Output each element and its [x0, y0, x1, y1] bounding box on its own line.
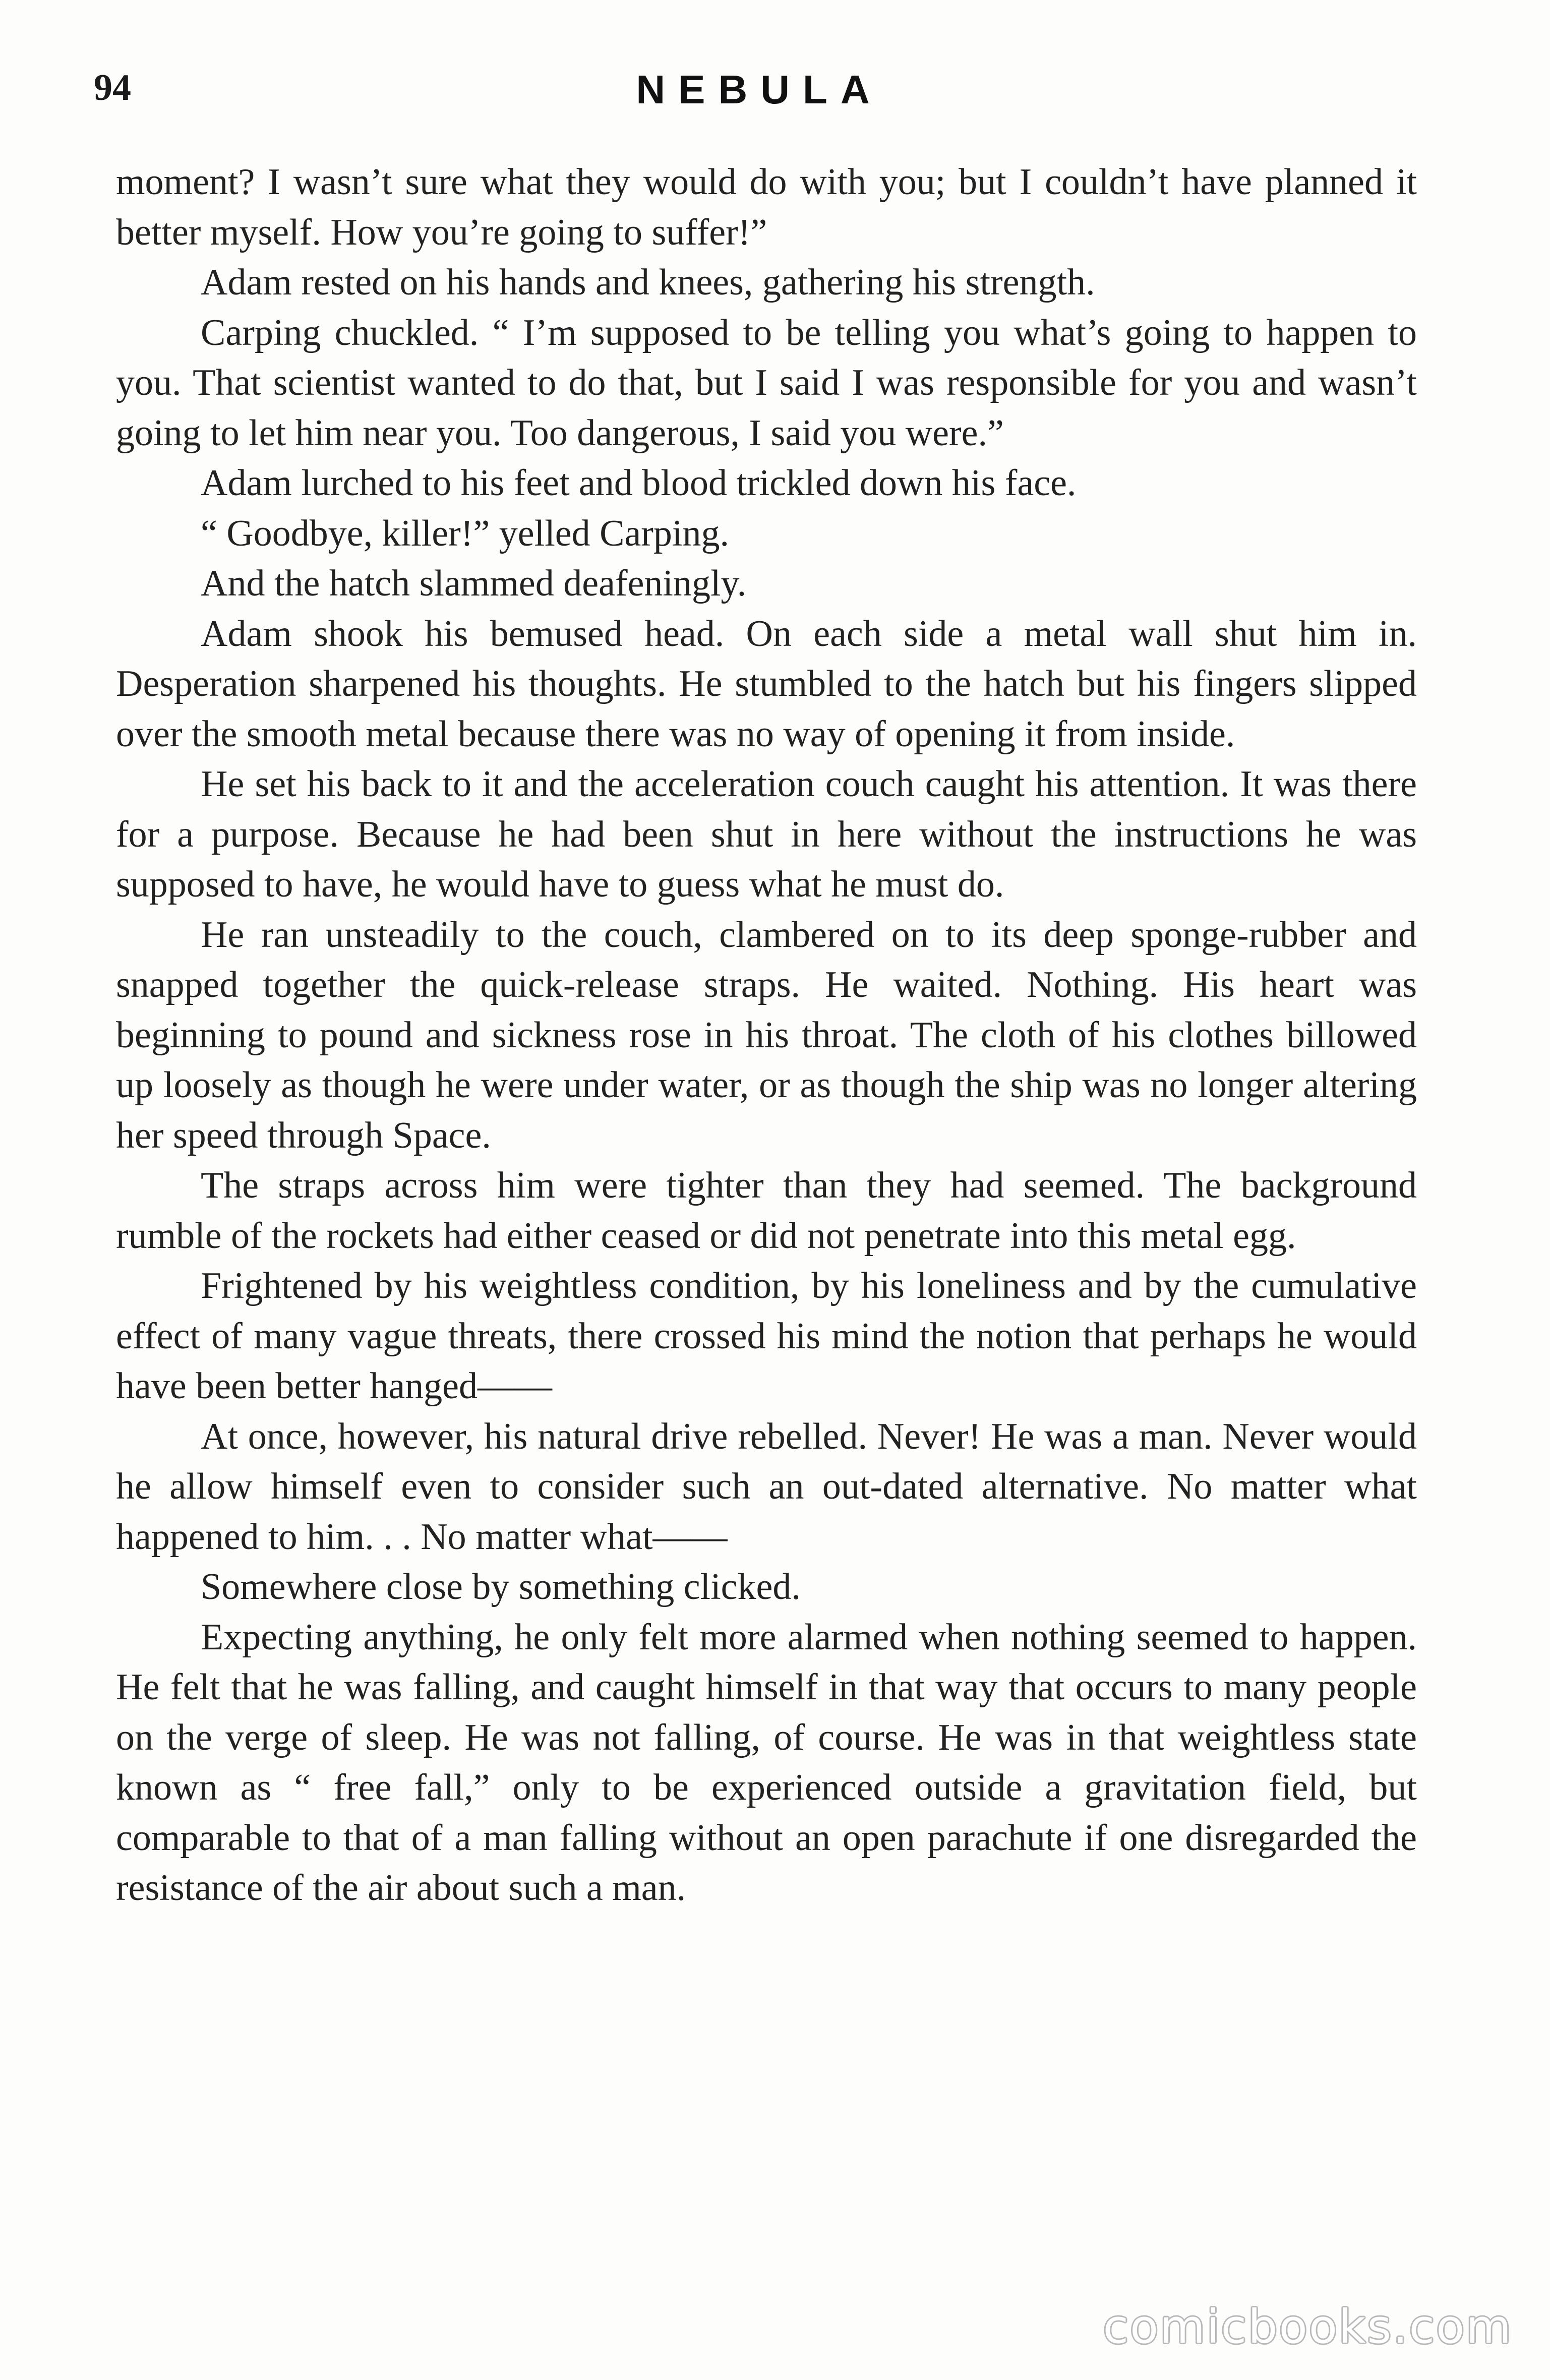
paragraph: The straps across him were tighter than they had seemed. The background rumble of the rockets had either ceased or did not penetrate into this metal egg. [116, 1165, 1417, 1257]
paragraph: Adam rested on his hands and knees, gathering his strength. [201, 262, 1095, 303]
paragraph: At once, however, his natural drive rebelled. Never! He was a man. Never would he allow himself even to consider such an out-dated alternative. No matter what happened to him. . . No matter what—— [116, 1415, 1417, 1558]
paragraph: And the hatch slammed deafeningly. [201, 563, 747, 604]
paragraph: Adam shook his bemused head. On each side a metal wall shut him in. Desperation sharpened his thoughts. He stumbled to the hatch but his fingers slipped over the smooth metal because there was no way of opening it from inside. [116, 613, 1417, 755]
page-header [94, 67, 1425, 122]
paragraph: He ran unsteadily to the couch, clambered on to its deep sponge-rubber and snapped together the quick-release straps. He waited. Nothing. His heart was beginning to pound and sickness rose in his throat. The cloth of his clothes billowed up loosely as though he were under water, or as though the ship was no longer altering her speed through Space. [116, 914, 1417, 1156]
body-text [116, 157, 1417, 1914]
paragraph: He set his back to it and the acceleration couch caught his attention. It was there for a purpose. Because he had been shut in here without the instructions he was supposed to have, he would have to guess what he must do. [116, 763, 1417, 905]
running-title: NEBULA [636, 67, 883, 112]
site-watermark: comicbooks.com [1103, 2300, 1513, 2354]
paragraph: Somewhere close by something clicked. [201, 1566, 801, 1608]
page-number: 94 [94, 67, 131, 108]
paragraph: Adam lurched to his feet and blood trickled down his face. [201, 462, 1077, 504]
paragraph: Expecting anything, he only felt more alarmed when nothing seemed to happen. He felt that he was falling, and caught himself in that way that occurs to many people on the verge of sleep. He was not falling, of course. He was in that weightless state known as “ free fall,” only to be experienced outside a gravitation field, but comparable to that of a man falling without an open parachute if one disregarded the resistance of the air about such a man. [116, 1616, 1417, 1909]
paragraph: Carping chuckled. “ I’m supposed to be telling you what’s going to happen to you. That scientist wanted to do that, but I said I was responsible for you and wasn’t going to let him near you. Too dangerous, I said you were.” [116, 312, 1417, 454]
paragraph: Frightened by his weightless condition, by his loneliness and by the cumulative effect of many vague threats, there crossed his mind the notion that perhaps he would have been better hanged—— [116, 1265, 1417, 1407]
paragraph: moment? I wasn’t sure what they would do with you; but I couldn’t have planned it better myself. How you’re going to suffer!” [116, 161, 1417, 253]
paragraph: “ Goodbye, killer!” yelled Carping. [201, 512, 729, 554]
